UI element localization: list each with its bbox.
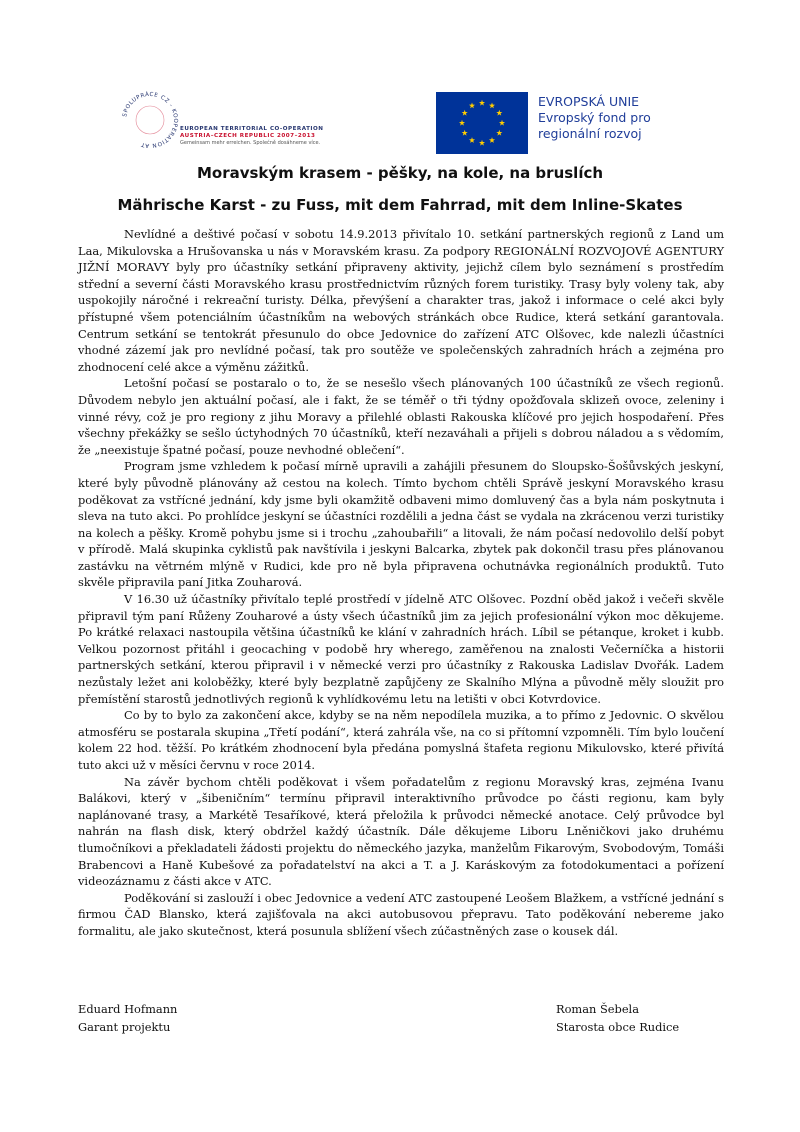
signature-left xyxy=(78,1000,177,1036)
paragraph: Program jsme vzhledem k počasí mírně upravili a zahájili přesunem do Sloupsko-Šošůvských jeskyní, které byly původně plánovány až cestou na kolech. Tímto bychom chtěli Správě jeskyní Moravského krasu poděkovat za vstřícné jednání, kdy jsme byli okamžitě odbaveni mimo domluvený čas a byla nám poskytnuta i sleva na tuto akci. Po prohlídce jeskyní se účastníci rozdělili a jedna část se vydala na zkrácenou verzi turistiky na kolech a pěšky. Kromě pohybu jsme si i trochu „zahoubařili“ a litovali, že nám počasí nedovolilo delší pobyt v přírodě. Malá skupinka cyklistů pak navštívila i jeskyni Balcarka, zbytek pak dokončil trasu přes plánovanou zastávku na větrném mlýně v Rudici, kde pro ně byla připravena ochutnávka regionálních produktů. Tuto skvěle připravila paní Jitka Zouharová. xyxy=(78,459,724,590)
etc-line-2: AUSTRIA–CZECH REPUBLIC 2007–2013 xyxy=(180,133,316,139)
signature-right xyxy=(556,1000,679,1036)
eu-line-2: Evropský fond pro xyxy=(538,110,651,125)
eu-erdf-logo xyxy=(436,92,696,154)
etc-caption xyxy=(180,126,323,147)
paragraph: Nevlídné a deštivé počasí v sobotu 14.9.2013 přivítalo 10. setkání partnerských regionů z Land um Laa, Mikulovska a Hrušovanska u nás v Moravském krasu. Za podpory REGIONÁLNÍ ROZVOJOVÉ AGENTURY JIŽNÍ MORAVY byly pro účastníky setkání připraveny aktivity, jejichž cílem bylo seznámení s prostředím střední a severní části Moravského krasu prostřednictvím různých forem turistiky. Trasy byly voleny tak, aby uspokojily náročné i rekreační turisty. Délka, převýšení a charakter tras, jakož i informace o celé akci byly přístupné všem potenciálním účastníkům na webových stránkách obce Rudice, která setkání garantovala. Centrum setkání se tentokrát přesunulo do obce Jedovnice do zařízení ATC Olšovec, kde nalezli účastníci vhodné zázemí jak pro nevlídné počasí, tak pro soutěže ve společenských zahradních hrách a zejména pro zhodnocení celé akce a výměnu zážitků. xyxy=(78,227,724,374)
paragraph: V 16.30 už účastníky přivítalo teplé prostředí v jídelně ATC Olšovec. Pozdní oběd jakož i večeři skvěle připravil tým paní Růženy Zouharové a ústy všech účastníků jim za jejich profesionální výkon moc děkujeme. Po krátké relaxaci nastoupila většina účastníků ke klání v zahradních hrách. Líbil se pétanque, kroket i kubb. Velkou pozornost přitáhl i geocaching v podobě hry wherego, zaměřenou na znalosti Večerníčka a historii partnerských setkání, kterou připravil i v německé verzi pro účastníky z Rakouska Ladislav Dvořák. Ladem nezůstaly ležet ani koloběžky, které byly bezplatně zapůjčeny ze Skalního Mlýna a původně měly sloužit pro přemístění starostů jednotlivých regionů k vyhlídkovému letu na letišti v obci Kotvrdovice. xyxy=(78,592,724,706)
article-body xyxy=(78,226,724,940)
signature-name: Roman Šebela xyxy=(556,1002,639,1016)
cooperation-ring-logo-icon xyxy=(118,88,182,152)
paragraph: Co by to bylo za zakončení akce, kdyby se na něm nepodílela muzika, a to přímo z Jedovnic. O skvělou atmosféru se postarala skupina „Třetí podání“, která zahrála vše, na co si přítomní vzpomněli. Tím bylo loučení kolem 22 hod. těžší. Po krátkém zhodnocení byla předána pomyslná štafeta regionu Mikulovsko, které přivítá tuto akci už v měsíci červnu v roce 2014. xyxy=(78,708,724,772)
title-german: Mährische Karst - zu Fuss, mit dem Fahrrad, mit dem Inline-Skates xyxy=(117,196,683,214)
etc-line-1: EUROPEAN TERRITORIAL CO-OPERATION xyxy=(180,126,324,132)
eu-line-3: regionální rozvoj xyxy=(538,126,642,141)
signature-name: Eduard Hofmann xyxy=(78,1002,178,1016)
title-czech: Moravským krasem - pěšky, na kole, na bruslích xyxy=(196,164,604,182)
etc-line-3: Gemeinsam mehr erreichen. Společně dosáhneme více. xyxy=(180,140,321,146)
eu-flag-icon xyxy=(436,92,528,154)
signature-role: Starosta obce Rudice xyxy=(556,1020,680,1034)
svg-text:SPOLUPRÁCE CZ - KOOPERATION AT xyxy=(122,91,178,148)
signature-role: Garant projektu xyxy=(78,1020,171,1034)
paragraph: Letošní počasí se postaralo o to, že se nesešlo všech plánovaných 100 účastníků ze všech regionů. Důvodem nebylo jen aktuální počasí, ale i fakt, že se téměř o tři týdny opožďovala sklizeň ovoce, zeleniny i vinné révy, což je pro regiony z jihu Moravy a přilehlé oblasti Rakouska klíčové pro jejich hospodaření. Přes všechny překážky se sešlo úctyhodných 70 účastníků, kteří nezaváhali a přijeli s dobrou náladou a s vědomím, že „neexistuje špatné počasí, pouze nevhodné oblečení“. xyxy=(78,376,724,457)
eu-line-1: EVROPSKÁ UNIE xyxy=(538,94,640,109)
paragraph: Poděkování si zaslouží i obec Jedovnice a vedení ATC zastoupené Leošem Blažkem, a vstřícné jednání s firmou ČAD Blansko, která zajišťovala na akci autobusovou přepravu. Tato poděkování nebereme jako formalitu, ale jako skutečnost, která posunula sblížení všech zúčastněných zase o kousek dál. xyxy=(78,890,724,938)
paragraph: Na závěr bychom chtěli poděkovat i všem pořadatelům z regionu Moravský kras, zejména Ivanu Balákovi, který v „šibeničním“ termínu připravil interaktivního průvodce po části regionu, kam byly naplánované trasy, a Markétě Tesaříkové, která přeložila k průvodci německé anotace. Celý průvodce byl nahrán na flash disk, který obdržel každý účastník. Dále děkujeme Liboru Lněničkovi jako druhému tlumočníkovi a překladateli žádosti projektu do německého jazyka, manželům Fikarovým, Svobodovým, Tomáši Brabencovi a Haně Kubešové za pořadatelství na akci a T. a J. Karáskovým za fotodokumentaci a pořízení videozáznamu z části akce v ATC. xyxy=(78,774,724,889)
eu-caption xyxy=(538,94,651,142)
ring-text: SPOLUPRÁCE CZ - KOOPERATION AT xyxy=(122,91,179,149)
etc-programme-logo xyxy=(118,88,348,160)
